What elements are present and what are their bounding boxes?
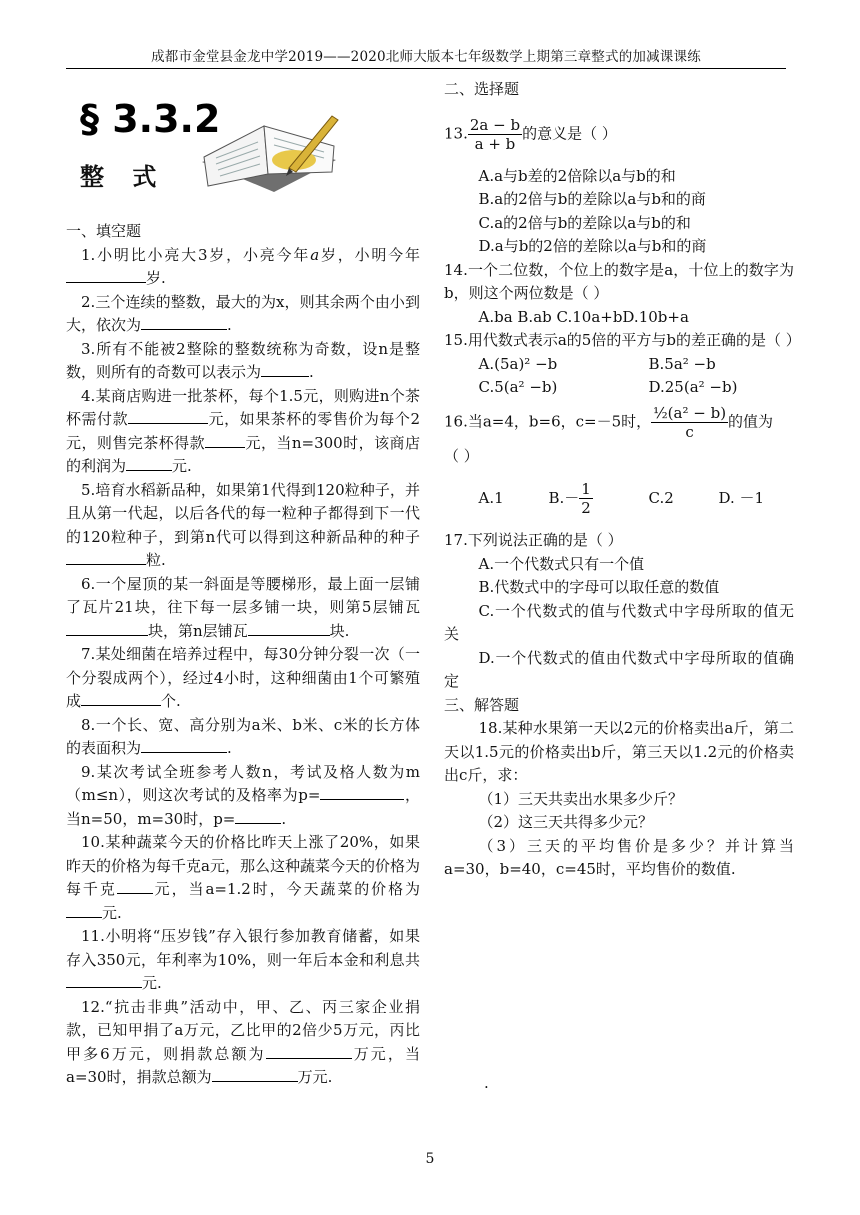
- q17-option-b: B.代数式中的字母可以取任意的数值: [478, 578, 720, 596]
- q13-option-b: B.a的2倍与b的差除以a与b和的商: [478, 190, 706, 208]
- q13-option-d: D.a与b的2倍的差除以a与b和的商: [478, 237, 707, 255]
- q5: 5.培育水稻新品种，如果第1代得到120粒种子，并且从第一代起，以后各代的每一粒种子都得到下一代的120粒种子，到第n代可以得到这种新品种的种子粒.: [66, 480, 420, 569]
- q7: 7.某处细菌在培养过程中，每30分钟分裂一次（一个分裂成两个），经过4小时，这种细菌由1个可繁殖成 个.: [66, 645, 420, 710]
- q2: 2.三个连续的整数，最大的为x，则其余两个由小到大，依次为 .: [66, 292, 420, 334]
- q13: 13. $\frac{2a - b}{a + b}$ 的意义是（ ）: [444, 115, 617, 153]
- q17-option-d: D.一个代数式的值由代数式中字母所取的值确定: [444, 648, 794, 690]
- q18-part2: （2）这三天共得多少元？: [478, 813, 654, 831]
- q13-fraction: $\frac{2a - b}{a + b}$: [469, 115, 521, 153]
- q17: 17.下列说法正确的是（ ）: [444, 531, 623, 549]
- header-rule: [66, 68, 786, 69]
- q13-option-a: A.a与b差的2倍除以a与b的和: [478, 166, 676, 185]
- q1: 1.小明比小亮大3岁，小亮今年a岁，小明今年岁.: [66, 244, 420, 291]
- q15-options-cd: C.5(a² −b) D.25(a² −b): [478, 378, 738, 396]
- q17-option-c: C.一个代数式的值与代数式中字母所取的值无关: [444, 601, 794, 643]
- q14-options: A.ba B.ab C.10a+bD.10b+a: [478, 307, 689, 326]
- q14: 14.一个二位数，个位上的数字是a，十位上的数字为b，则这个两位数是（ ）: [444, 260, 794, 302]
- q16: 16.当a=4，b=6，c=－5时， $\frac{\text{½(a² − b)}}{c}$ 的值为: [444, 403, 774, 441]
- q11: 11.小明将“压岁钱”存入银行参加教育储蓄，如果存入350元，年利率为10%，则一年后本金和利息共元.: [66, 927, 420, 992]
- page-number: 5: [425, 1151, 435, 1167]
- q15-options-ab: A.(5a)² −b B.5a² −b: [478, 354, 716, 373]
- part2-heading: 二、选择题: [444, 80, 520, 98]
- left-column: [66, 88, 420, 1090]
- q16-fraction: $\frac{\text{½(a² − b)}}{c}$: [653, 403, 727, 441]
- section-title-block: [66, 88, 420, 220]
- right-column: [444, 78, 801, 1095]
- book-illustration: [194, 102, 344, 202]
- q8: 8.一个长、宽、高分别为a米、b米、c米的长方体的表面积为 .: [66, 715, 420, 757]
- q3: 3.所有不能被2整除的整数统称为奇数，设n是整数，则所有的奇数可以表示为 .: [66, 339, 420, 381]
- q12: 12.“抗击非典”活动中，甲、乙、丙三家企业捐款，已知甲捐了a万元，乙比甲的2倍少5万元，丙比甲多6万元，则捐款总额为 万元，当a=30时，捐款总额为 万元.: [66, 997, 420, 1086]
- q16-paren: （ ）: [444, 446, 479, 465]
- page-header: 成都市金堂县金龙中学2019——2020北师大版本七年级数学上期第三章整式的加减课课练: [151, 49, 701, 65]
- q6: 6.一个屋顶的某一斜面是等腰梯形，最上面一层铺了瓦片21块，往下每一层多铺一块，则第5层铺瓦块，第n层铺瓦 块.: [66, 574, 420, 640]
- q15: 15.用代数式表示a的5倍的平方与b的差正确的是（ ）: [444, 331, 801, 349]
- q9: 9.某次考试全班参考人数n，考试及格人数为m（m≤n），则这次考试的及格率为p= ，当n=50，m=30时，p= .: [66, 762, 420, 828]
- q18-part3: （3）三天的平均售价是多少？并计算当a=30，b=40，c=45时，平均售价的数值.: [444, 836, 794, 878]
- q13-option-c: C.a的2倍与b的差除以a与b的和: [478, 213, 691, 232]
- q4: 4.某商店购进一批茶杯，每个1.5元，则购进n个茶杯需付款 元，如果茶杯的零售价为每个2元，则售完茶杯得款 元，当n=300时，该商店的利润为 元.: [66, 386, 420, 475]
- section-title: 整 式: [80, 163, 167, 191]
- section-number: § 3.3.2: [80, 97, 221, 141]
- q10: 10.某种蔬菜今天的价格比昨天上涨了20%，如果昨天的价格为每千克a元，那么这种蔬菜今天的价格为每千克 元，当a=1.2时，今天蔬菜的价格为元.: [66, 833, 420, 922]
- q18: 18.某种水果第一天以2元的价格卖出a斤，第二天以1.5元的价格卖出b斤，第三天以1.2元的价格卖出c斤，求：: [444, 719, 794, 784]
- q17-option-a: A.一个代数式只有一个值: [478, 554, 645, 573]
- q18-part1: （1）三天共卖出水果多少斤？: [478, 789, 684, 808]
- q16-options: A.1 B.－ $\frac{1}{2}$ C.2 D. －1: [478, 480, 765, 517]
- part3-heading: 三、解答题: [444, 695, 520, 714]
- trailing-dot: .: [484, 1073, 489, 1092]
- part1-heading: 一、填空题: [66, 222, 142, 240]
